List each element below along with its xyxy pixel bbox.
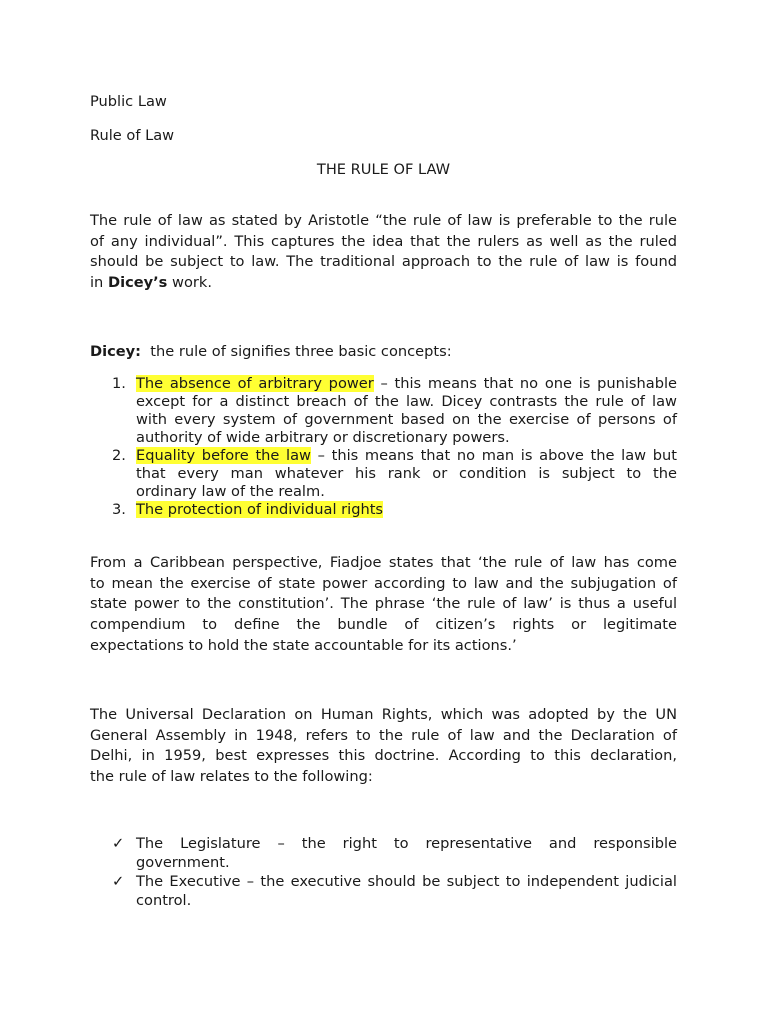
- udhr-line-2: General Assembly in 1948, refers to the rule of law and the Declaration of: [90, 726, 677, 744]
- checkmark-icon: ✓: [112, 835, 125, 852]
- intro-line-2: of any individual”. This captures the idea that the rulers as well as the ruled: [90, 232, 677, 250]
- executive-line-2: control.: [136, 892, 192, 909]
- list-marker: 2.: [112, 447, 126, 464]
- intro-line-4: [90, 273, 677, 294]
- dicey-paragraph: [90, 342, 677, 363]
- caribbean-line-3: state power to the constitution’. The phrase ‘the rule of law’ is thus a useful: [90, 595, 677, 613]
- list-marker: 1.: [112, 375, 126, 392]
- list-item: [90, 501, 677, 519]
- list-marker: 3.: [112, 501, 126, 518]
- dicey-text: the rule of signifies three basic concepts:: [141, 343, 452, 360]
- legislature-line-1: The Legislature – the right to representative and responsible: [136, 835, 677, 852]
- concepts-list: [90, 375, 677, 519]
- concept-2-line-2: that every man whatever his rank or condition is subject to the: [136, 465, 677, 482]
- dicey-reference: Dicey’s: [107, 274, 168, 292]
- highlighted-text: The absence of arbitrary power: [136, 375, 374, 392]
- rule-of-law-checklist: [90, 834, 677, 910]
- udhr-line-1: The Universal Declaration on Human Rights, which was adopted by the UN: [90, 706, 677, 723]
- udhr-line-4: the rule of law relates to the following:: [90, 768, 373, 786]
- concept-2-line-1: [136, 447, 677, 465]
- concept-1-line-2: except for a distinct breach of the law. Dicey contrasts the rule of law: [136, 393, 677, 410]
- concept-1-line-3: with every system of government based on the exercise of persons of: [136, 411, 677, 428]
- intro-paragraph: [90, 211, 677, 294]
- dicey-line: [90, 342, 677, 363]
- caribbean-line-2: to mean the exercise of state power according to law and the subjugation of: [90, 574, 677, 592]
- checkmark-icon: ✓: [112, 873, 125, 890]
- intro-line-1: The rule of law as stated by Aristotle “the rule of law is preferable to the rule: [90, 212, 677, 229]
- course-header: Public Law: [90, 93, 167, 110]
- legislature-line-2: government.: [136, 854, 230, 871]
- highlighted-text: Equality before the law: [136, 447, 311, 464]
- list-item: [90, 834, 677, 872]
- concept-2-line-3: ordinary law of the realm.: [136, 483, 325, 500]
- caribbean-line-5: expectations to hold the state accountable for its actions.’: [90, 636, 517, 654]
- intro-line-3: should be subject to law. The traditional approach to the rule of law is found: [90, 253, 677, 271]
- highlighted-text: The protection of individual rights: [136, 501, 384, 518]
- dicey-label: Dicey:: [90, 343, 142, 360]
- caribbean-line-1: From a Caribbean perspective, Fiadjoe states that ‘the rule of law has come: [90, 554, 677, 571]
- caribbean-paragraph: [90, 553, 677, 657]
- caribbean-line-4: compendium to define the bundle of citizen’s rights or legitimate: [90, 616, 677, 634]
- udhr-paragraph: [90, 705, 677, 788]
- document-title: THE RULE OF LAW: [316, 161, 451, 178]
- concept-2-rest: – this means that no man is above the law but: [311, 447, 677, 464]
- concept-3-line-1: [136, 501, 677, 519]
- list-item: [90, 447, 677, 501]
- intro-line-4-prefix: in: [90, 274, 108, 292]
- list-item: [90, 872, 677, 910]
- concept-1-rest: – this means that no one is punishable: [373, 375, 677, 392]
- intro-line-4-suffix: work.: [167, 274, 212, 292]
- concept-1-line-4: authority of wide arbitrary or discretionary powers.: [136, 429, 510, 446]
- list-item: [90, 375, 677, 447]
- udhr-line-3: Delhi, in 1959, best expresses this doctrine. According to this declaration,: [90, 747, 677, 765]
- topic-header: Rule of Law: [90, 127, 175, 144]
- executive-line-1: The Executive – the executive should be subject to independent judicial: [136, 873, 677, 890]
- concept-1-line-1: [136, 375, 677, 393]
